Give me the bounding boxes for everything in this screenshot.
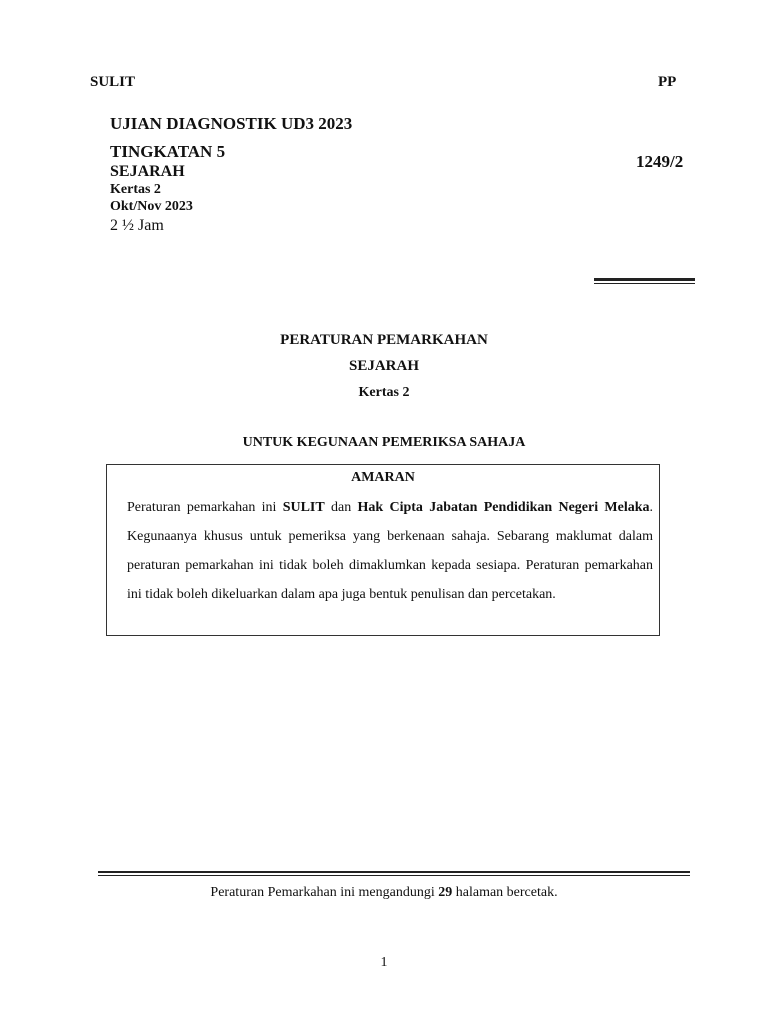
code-mark-label: PP — [658, 74, 677, 90]
warning-body — [127, 493, 653, 609]
exam-paper: Kertas 2 — [110, 182, 161, 197]
exam-title: UJIAN DIAGNOSTIK UD3 2023 — [110, 114, 353, 133]
exam-subject: SEJARAH — [110, 163, 185, 180]
warning-text: dan — [324, 500, 358, 515]
examiner-note: UNTUK KEGUNAAN PEMERIKSA SAHAJA — [242, 435, 526, 450]
double-rule-divider — [594, 278, 695, 284]
page-count-note — [0, 885, 768, 901]
document-subject: SEJARAH — [348, 358, 419, 374]
form-level: TINGKATAN 5 — [110, 142, 226, 161]
page-count-text: halaman bercetak. — [452, 885, 558, 900]
document-paper: Kertas 2 — [358, 385, 410, 400]
warning-copyright: Hak Cipta Jabatan Pendidikan Negeri Melaka — [357, 500, 650, 515]
document-title: PERATURAN PEMARKAHAN — [280, 332, 488, 348]
exam-duration: 2 ½ Jam — [110, 217, 164, 234]
page-count: 29 — [438, 885, 453, 900]
footer-divider — [98, 871, 690, 876]
warning-text: . Kegunaanya khusus untuk pemeriksa yang berkenaan sahaja. Sebarang maklumat dalam peraturan pemarkahan ini tidak boleh dimaklumkan kepada sesiapa. Peraturan pemarkahan ini tidak boleh dikeluarkan dalam apa juga bentuk penulisan dan percetakan. — [127, 500, 653, 602]
warning-classification: SULIT — [282, 500, 325, 515]
page-count-text: Peraturan Pemarkahan ini mengandungi — [210, 885, 439, 900]
warning-heading: AMARAN — [351, 470, 415, 485]
paper-code: 1249/2 — [636, 152, 684, 171]
warning-text: Peraturan pemarkahan ini — [127, 500, 283, 515]
page-number: 1 — [380, 955, 388, 970]
classification-label: SULIT — [90, 74, 136, 90]
warning-box — [106, 464, 660, 636]
exam-session: Okt/Nov 2023 — [110, 199, 193, 214]
